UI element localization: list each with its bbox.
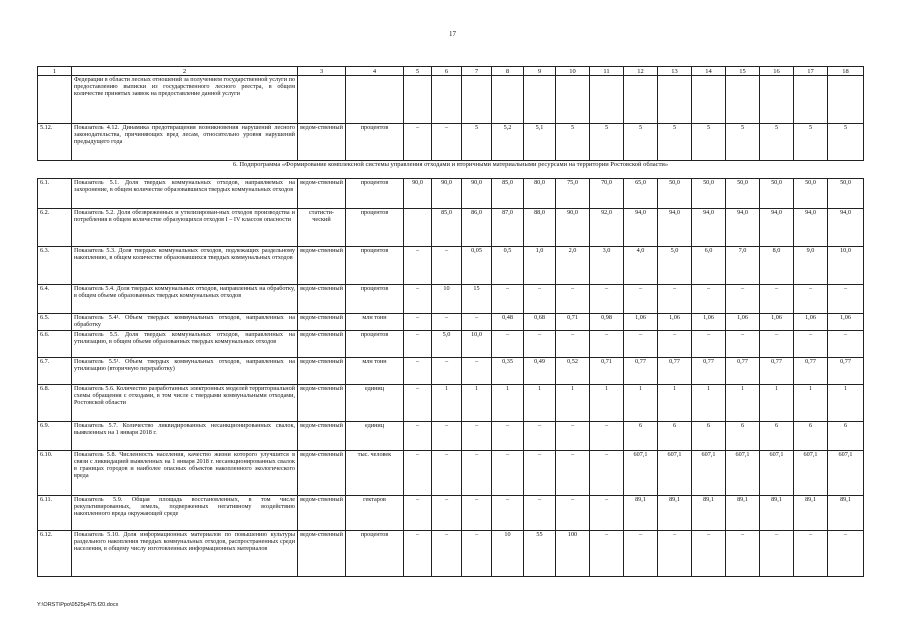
value-col-16: 607,1 [760,451,794,496]
value-col-12: – [624,285,658,314]
table-row [38,358,864,385]
value-col-10: 2,0 [556,247,590,285]
value-col-14: – [692,531,726,577]
value-col-11: 0,71 [590,358,624,385]
value-col-9: – [524,331,556,358]
value-col-9 [524,76,556,124]
unit-of-measure: единиц [346,422,404,451]
unit-of-measure [346,76,404,124]
value-col-8: 0,48 [492,314,524,331]
value-col-16: 6 [760,422,794,451]
value-col-10 [556,76,590,124]
value-col-5 [404,76,432,124]
value-col-9: – [524,285,556,314]
value-col-13: 1 [658,385,692,422]
indicator-name: Показатель 5.9. Общая площадь восстановленных, в том числе рекультивированных, земель, подверженных негативному воздействию накопленного вреда окружающей среде [72,496,298,531]
value-col-17: – [794,331,828,358]
value-col-6: 1 [432,385,462,422]
indicator-type: ведом-ственный [298,496,346,531]
indicator-type: ведом-ственный [298,285,346,314]
value-col-12: – [624,531,658,577]
value-col-17: – [794,531,828,577]
value-col-11: – [590,331,624,358]
value-col-9: 80,0 [524,179,556,209]
value-col-10: 75,0 [556,179,590,209]
value-col-14: 94,0 [692,209,726,247]
header-cell-2: 2 [72,67,298,76]
table-row [38,385,864,422]
row-number: 6.1. [38,179,72,209]
value-col-17: 0,77 [794,358,828,385]
value-col-7: – [462,496,492,531]
value-col-9: 1,0 [524,247,556,285]
value-col-5: – [404,531,432,577]
indicator-name: Федерации в области лесных отношений за получением государственной услуги по предоставлению выписки из государственного лесного реестра, в общем количестве принятых заявок на предоставление данной услуги [72,76,298,124]
value-col-10: 100 [556,531,590,577]
value-col-8 [492,76,524,124]
value-col-5: – [404,331,432,358]
value-col-18: – [828,531,864,577]
header-cell-16: 16 [760,67,794,76]
value-col-5: – [404,496,432,531]
value-col-7: 90,0 [462,179,492,209]
row-number: 6.3. [38,247,72,285]
value-col-9: – [524,422,556,451]
value-col-7: – [462,451,492,496]
value-col-16: – [760,331,794,358]
value-col-13: 0,77 [658,358,692,385]
value-col-11: 70,0 [590,179,624,209]
row-number: 6.7. [38,358,72,385]
header-cell-4: 4 [346,67,404,76]
unit-of-measure: единиц [346,385,404,422]
value-col-14: 1 [692,385,726,422]
value-col-10: 90,0 [556,209,590,247]
value-col-7: – [462,531,492,577]
value-col-7 [462,76,492,124]
value-col-10: – [556,331,590,358]
table-row [38,285,864,314]
header-cell-11: 11 [590,67,624,76]
table-row [38,314,864,331]
value-col-6: 90,0 [432,179,462,209]
value-col-15: 7,0 [726,247,760,285]
value-col-14 [692,76,726,124]
value-col-14: – [692,331,726,358]
header-cell-13: 13 [658,67,692,76]
value-col-6: – [432,358,462,385]
value-col-15: 94,0 [726,209,760,247]
value-col-13: 50,0 [658,179,692,209]
value-col-5: – [404,247,432,285]
unit-of-measure: процентов [346,531,404,577]
value-col-15: 607,1 [726,451,760,496]
table-body [38,67,864,577]
value-col-8: – [492,496,524,531]
row-number: 5.12. [38,124,72,161]
indicator-name: Показатель 5.5. Доля твердых коммунальных отходов, направленных на утилизацию, в общем объеме образованных твердых коммунальных отходов [72,331,298,358]
value-col-9: 1 [524,385,556,422]
indicators-table [37,66,864,577]
row-number: 6.4. [38,285,72,314]
header-cell-5: 5 [404,67,432,76]
value-col-14: 6 [692,422,726,451]
unit-of-measure: процентов [346,179,404,209]
value-col-13: 94,0 [658,209,692,247]
value-col-6: 5,0 [432,331,462,358]
header-cell-1: 1 [38,67,72,76]
value-col-16: 50,0 [760,179,794,209]
value-col-11: 1 [590,385,624,422]
value-col-7: 10,0 [462,331,492,358]
value-col-8: 87,0 [492,209,524,247]
value-col-7: 0,05 [462,247,492,285]
value-col-12: 1 [624,385,658,422]
row-number: 6.5. [38,314,72,331]
value-col-9: 5,1 [524,124,556,161]
value-col-12: 4,0 [624,247,658,285]
value-col-5: – [404,314,432,331]
value-col-9: 88,0 [524,209,556,247]
value-col-5: – [404,285,432,314]
value-col-8: – [492,422,524,451]
indicator-name: Показатель 5.3. Доля твердых коммунальных отходов, подлежащих раздельному накоплению, в общем количестве образовавшихся твердых коммунальных отходов [72,247,298,285]
indicator-name: Показатель 5.4. Доля твердых коммунальных отходов, направленных на обработку, в общем объеме образованных твердых коммунальных отходов [72,285,298,314]
table-header-row [38,67,864,76]
table-row [38,179,864,209]
value-col-9: – [524,496,556,531]
value-col-13: 89,1 [658,496,692,531]
header-cell-10: 10 [556,67,590,76]
value-col-12: 607,1 [624,451,658,496]
header-cell-12: 12 [624,67,658,76]
value-col-12: 6 [624,422,658,451]
table-row [38,209,864,247]
indicator-type: ведом-ственный [298,358,346,385]
value-col-5: – [404,422,432,451]
value-col-18: 5 [828,124,864,161]
header-cell-17: 17 [794,67,828,76]
value-col-5: – [404,124,432,161]
value-col-18: 6 [828,422,864,451]
section-title-row [38,161,864,179]
value-col-18: 1,06 [828,314,864,331]
indicator-type: ведом-ственный [298,422,346,451]
unit-of-measure: процентов [346,247,404,285]
value-col-5: – [404,358,432,385]
value-col-6: 85,0 [432,209,462,247]
value-col-18: – [828,285,864,314]
value-col-6: – [432,496,462,531]
row-number: 6.11. [38,496,72,531]
value-col-14: 5 [692,124,726,161]
section-title: 6. Подпрограмма «Формирование комплексной системы управления отходами и вторичными материальными ресурсами на территории Ростовской области» [38,161,864,179]
indicator-type: статисти-ческий [298,209,346,247]
value-col-10: – [556,422,590,451]
indicator-name: Показатель 5.7. Количество ликвидированных несанкционированных свалок, выявленных на 1 января 2018 г. [72,422,298,451]
value-col-16: 89,1 [760,496,794,531]
unit-of-measure: млн тонн [346,358,404,385]
value-col-16: 94,0 [760,209,794,247]
header-cell-9: 9 [524,67,556,76]
value-col-15 [726,76,760,124]
value-col-14: 50,0 [692,179,726,209]
value-col-14: 0,77 [692,358,726,385]
value-col-15: 6 [726,422,760,451]
indicator-type: ведом-ственный [298,314,346,331]
value-col-6: – [432,451,462,496]
value-col-12: 1,06 [624,314,658,331]
value-col-6: – [432,422,462,451]
unit-of-measure: тыс. человек [346,451,404,496]
value-col-16: – [760,531,794,577]
indicator-type: ведом-ственный [298,385,346,422]
header-cell-14: 14 [692,67,726,76]
value-col-7: – [462,358,492,385]
value-col-12: 94,0 [624,209,658,247]
value-col-17: 50,0 [794,179,828,209]
value-col-16: – [760,285,794,314]
value-col-11: – [590,285,624,314]
value-col-13: – [658,285,692,314]
value-col-10: 0,71 [556,314,590,331]
value-col-15: 89,1 [726,496,760,531]
row-number: 6.6. [38,331,72,358]
header-cell-18: 18 [828,67,864,76]
row-number: 6.12. [38,531,72,577]
value-col-10: 0,52 [556,358,590,385]
value-col-12 [624,76,658,124]
indicator-type: ведом-ственный [298,179,346,209]
indicator-type: ведом-ственный [298,531,346,577]
unit-of-measure: млн тонн [346,314,404,331]
value-col-18: 94,0 [828,209,864,247]
header-cell-8: 8 [492,67,524,76]
value-col-13: – [658,531,692,577]
value-col-17: 5 [794,124,828,161]
table-row [38,496,864,531]
value-col-12: 0,77 [624,358,658,385]
table-row [38,247,864,285]
value-col-5 [404,209,432,247]
value-col-5: – [404,385,432,422]
value-col-18: – [828,331,864,358]
value-col-9: 0,49 [524,358,556,385]
value-col-11: – [590,451,624,496]
value-col-8: 1 [492,385,524,422]
value-col-17: 89,1 [794,496,828,531]
value-col-16: 1,06 [760,314,794,331]
value-col-17 [794,76,828,124]
value-col-6 [432,76,462,124]
value-col-11: – [590,531,624,577]
indicator-name: Показатель 5.5¹. Объем твердых коммунальных отходов, направленных на утилизацию (вторичную переработку) [72,358,298,385]
value-col-11: 0,98 [590,314,624,331]
unit-of-measure: процентов [346,285,404,314]
value-col-7: 5 [462,124,492,161]
value-col-11: – [590,422,624,451]
value-col-15: 5 [726,124,760,161]
value-col-16: 0,77 [760,358,794,385]
value-col-8: 10 [492,531,524,577]
value-col-12: 65,0 [624,179,658,209]
value-col-18: 1 [828,385,864,422]
value-col-10: 1 [556,385,590,422]
value-col-6: 10 [432,285,462,314]
value-col-18: 10,0 [828,247,864,285]
indicator-type: ведом-ственный [298,451,346,496]
unit-of-measure: процентов [346,331,404,358]
value-col-5: – [404,451,432,496]
value-col-13: 5 [658,124,692,161]
value-col-11: – [590,496,624,531]
value-col-6: – [432,314,462,331]
value-col-17: 6 [794,422,828,451]
value-col-15: 0,77 [726,358,760,385]
page-number: 17 [449,30,456,38]
unit-of-measure: гектаров [346,496,404,531]
value-col-8: 5,2 [492,124,524,161]
value-col-16: 1 [760,385,794,422]
indicator-name: Показатель 5.8. Численность населения, качество жизни которого улучшится в связи с ликвидацией выявленных на 1 января 2018 г. несанкционированных свалок в границах городов и наиболее опасных объектов накопленного экологического вреда [72,451,298,496]
value-col-15: 1,06 [726,314,760,331]
unit-of-measure: процентов [346,209,404,247]
value-col-7: 15 [462,285,492,314]
indicator-name: Показатель 5.4¹. Объем твердых коммунальных отходов, направленных на обработку [72,314,298,331]
value-col-16 [760,76,794,124]
value-col-17: 94,0 [794,209,828,247]
value-col-8: – [492,451,524,496]
value-col-8: 0,35 [492,358,524,385]
value-col-18 [828,76,864,124]
row-number: 6.2. [38,209,72,247]
value-col-14: 607,1 [692,451,726,496]
indicator-name: Показатель 5.6. Количество разработанных электронных моделей территориальной схемы обращения с отходами, в том числе с твердыми коммунальными отходами, Ростовской области [72,385,298,422]
value-col-16: 5 [760,124,794,161]
table-row [38,422,864,451]
value-col-12: 89,1 [624,496,658,531]
value-col-13: 5,0 [658,247,692,285]
value-col-10: – [556,496,590,531]
value-col-17: 1,06 [794,314,828,331]
value-col-11: 5 [590,124,624,161]
value-col-18: 50,0 [828,179,864,209]
value-col-18: 0,77 [828,358,864,385]
value-col-15: – [726,285,760,314]
header-cell-7: 7 [462,67,492,76]
value-col-14: – [692,285,726,314]
value-col-17: 9,0 [794,247,828,285]
value-col-13: 1,06 [658,314,692,331]
value-col-17: 1 [794,385,828,422]
value-col-7: 86,0 [462,209,492,247]
value-col-18: 607,1 [828,451,864,496]
value-col-15: 50,0 [726,179,760,209]
value-col-8: – [492,331,524,358]
value-col-13: – [658,331,692,358]
header-cell-3: 3 [298,67,346,76]
value-col-17: 607,1 [794,451,828,496]
value-col-11 [590,76,624,124]
value-col-9: – [524,451,556,496]
value-col-11: 3,0 [590,247,624,285]
header-cell-6: 6 [432,67,462,76]
value-col-8: 0,5 [492,247,524,285]
value-col-15: – [726,331,760,358]
value-col-13 [658,76,692,124]
value-col-6: – [432,247,462,285]
value-col-6: – [432,124,462,161]
table-row [38,124,864,161]
row-number: 6.8. [38,385,72,422]
value-col-7: – [462,314,492,331]
value-col-16: 8,0 [760,247,794,285]
table-row [38,76,864,124]
table-row [38,451,864,496]
indicator-name: Показатель 5.2. Доля обезвреженных и утилизирован-ных отходов производства и потребления в общем количестве образующихся отходов I – IV классов опасности [72,209,298,247]
value-col-8: – [492,285,524,314]
value-col-9: 55 [524,531,556,577]
row-number [38,76,72,124]
value-col-8: 85,0 [492,179,524,209]
value-col-10: 5 [556,124,590,161]
table-row [38,331,864,358]
value-col-5: 90,0 [404,179,432,209]
indicator-type: ведом-ственный [298,331,346,358]
indicator-name: Показатель 4.12. Динамика предотвращения возникновения нарушений лесного законодательства, причиняющих вред лесам, относительно уровня нарушений предыдущего года [72,124,298,161]
value-col-14: 89,1 [692,496,726,531]
value-col-12: – [624,331,658,358]
unit-of-measure: процентов [346,124,404,161]
indicator-name: Показатель 5.1. Доля твердых коммунальных отходов, направляемых на захоронение, в общем количестве образовавшихся твердых коммунальных отходов [72,179,298,209]
header-cell-15: 15 [726,67,760,76]
value-col-12: 5 [624,124,658,161]
indicator-name: Показатель 5.10. Доля информационных материалов по повышению культуры раздельного накопления твердых коммунальных отходов, распространенных среди населения, в общему числу изготовленных информационных материалов [72,531,298,577]
value-col-11: 92,0 [590,209,624,247]
value-col-10: – [556,285,590,314]
value-col-14: 1,06 [692,314,726,331]
value-col-7: 1 [462,385,492,422]
value-col-7: – [462,422,492,451]
row-number: 6.10. [38,451,72,496]
value-col-14: 6,0 [692,247,726,285]
value-col-18: 89,1 [828,496,864,531]
value-col-17: – [794,285,828,314]
indicator-type: ведом-ственный [298,247,346,285]
indicator-type: ведом-ственный [298,124,346,161]
table-row [38,531,864,577]
value-col-15: – [726,531,760,577]
value-col-13: 6 [658,422,692,451]
indicator-type [298,76,346,124]
value-col-13: 607,1 [658,451,692,496]
value-col-6: – [432,531,462,577]
value-col-10: – [556,451,590,496]
file-path-footer: Y:\ORST\Ppo\0525p475.f20.docx [37,602,119,608]
row-number: 6.9. [38,422,72,451]
value-col-9: 0,68 [524,314,556,331]
value-col-15: 1 [726,385,760,422]
indicators-table-wrapper [37,66,863,577]
